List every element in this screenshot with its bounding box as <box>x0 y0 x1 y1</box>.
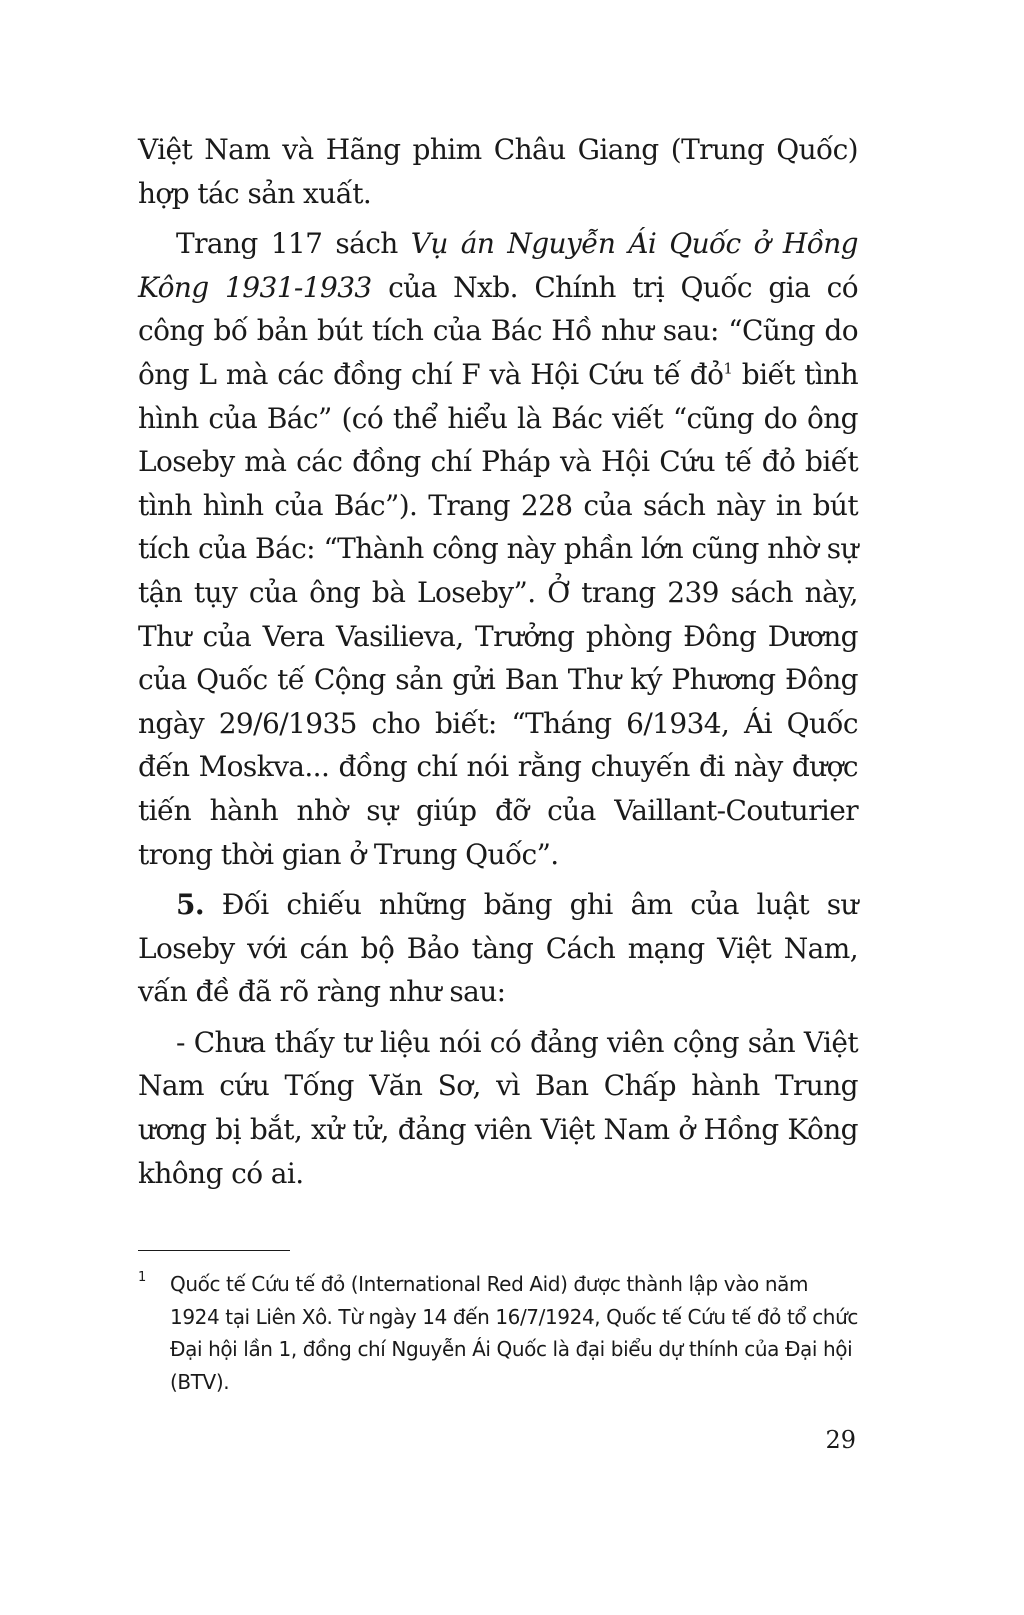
footnote <box>138 1268 860 1398</box>
footnote-divider <box>138 1250 290 1251</box>
book-title: Vụ án Nguyễn Ái Quốc ở Hồng Kông 1931-1933 <box>138 227 858 304</box>
page-number: 29 <box>825 1426 856 1454</box>
paragraph-2-text-a: của Nxb. Chính trị Quốc gia có công bố bản bút tích của Bác Hồ như sau: “Cũng do ông L mà các đồng chí F và Hội Cứu tế đỏ <box>138 270 858 391</box>
paragraph-3 <box>138 883 858 1014</box>
paragraph-2-text-b: biết tình hình của Bác” (có thể hiểu là Bác viết “cũng do ông Loseby mà các đồng chí Pháp và Hội Cứu tế đỏ biết tình hình của Bác”). Trang 228 của sách này in bút tích của Bác: “Thành công này phần lớn cũng nhờ sự tận tụy của ông bà Loseby”. Ở trang 239 sách này, Thư của Vera Vasilieva, Trưởng phòng Đông Dương của Quốc tế Cộng sản gửi Ban Thư ký Phương Đông ngày 29/6/1935 cho biết: “Tháng 6/1934, Ái Quốc đến Moskva... đồng chí nói rằng chuyến đi này được tiến hành nhờ sự giúp đỡ của Vaillant-Couturier trong thời gian ở Trung Quốc”. <box>138 357 859 871</box>
paragraph-1-text: Việt Nam và Hãng phim Châu Giang (Trung Quốc) hợp tác sản xuất. <box>138 133 858 210</box>
paragraph-4 <box>138 1021 858 1195</box>
paragraph-3-text: Đối chiếu những băng ghi âm của luật sư Loseby với cán bộ Bảo tàng Cách mạng Việt Nam, vấn đề đã rõ ràng như sau: <box>138 888 858 1009</box>
paragraph-1 <box>138 128 858 215</box>
item-number: 5. <box>176 888 205 922</box>
footnote-text: Quốc tế Cứu tế đỏ (International Red Aid) được thành lập vào năm 1924 tại Liên Xô. Từ ngày 14 đến 16/7/1924, Quốc tế Cứu tế đỏ tổ chức Đại hội lần 1, đồng chí Nguyễn Ái Quốc là đại biểu dự thính của Đại hội (BTV). <box>170 1272 858 1394</box>
paragraph-4-text: - Chưa thấy tư liệu nói có đảng viên cộng sản Việt Nam cứu Tống Văn Sơ, vì Ban Chấp hành Trung ương bị bắt, xử tử, đảng viên Việt Nam ở Hồng Kông không có ai. <box>138 1025 858 1190</box>
paragraph-2-lead: Trang 117 sách <box>176 227 411 261</box>
footnote-number: 1 <box>138 1270 146 1285</box>
footnote-reference: 1 <box>723 359 733 378</box>
paragraph-2 <box>138 222 858 876</box>
main-text <box>138 128 858 1195</box>
